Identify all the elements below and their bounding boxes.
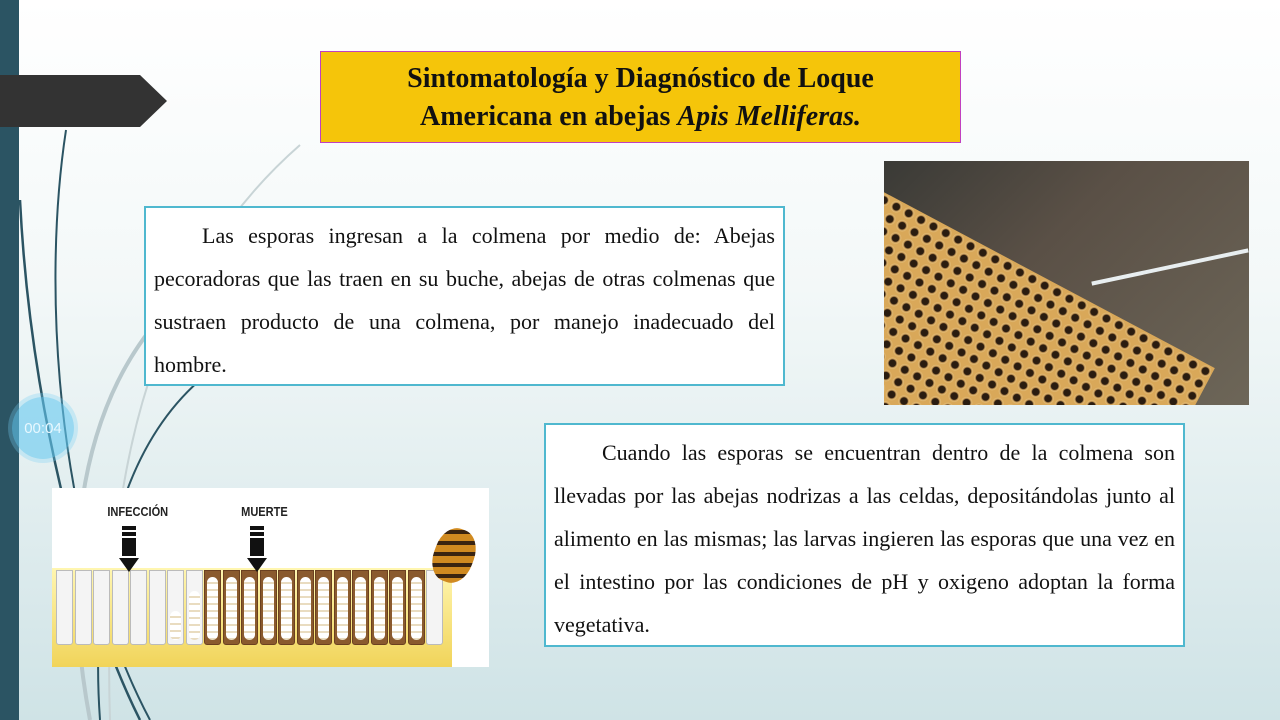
comb-cell <box>278 570 295 645</box>
comb-cell <box>75 570 92 645</box>
comb-cell <box>93 570 110 645</box>
title-plain: Americana en abejas <box>420 101 678 132</box>
timer-badge: 00:04 <box>12 397 74 459</box>
comb-cell <box>130 570 147 645</box>
comb-cell <box>315 570 332 645</box>
comb-cell <box>223 570 240 645</box>
honeycomb-photo <box>884 161 1249 405</box>
comb-cell <box>56 570 73 645</box>
comb-cell <box>149 570 166 645</box>
infection-label: INFECCIÓN <box>107 504 169 519</box>
paragraph-2: Cuando las esporas se encuentran dentro de la colmena son llevadas por las abejas nodrizas a las celdas, depositándolas junto al alimento en las mismas; las larvas ingieren las esporas que una vez en el intestino por las condiciones de pH y oxigeno adoptan la forma vegetativa. <box>554 440 1175 637</box>
paragraph-1: Las esporas ingresan a la colmena por medio de: Abejas pecoradoras que las traen en su buche, abejas de otras colmenas que sustraen producto de una colmena, por manejo inadecuado del hombre. <box>154 223 775 377</box>
death-label: MUERTE <box>241 504 288 519</box>
comb-cell <box>112 570 129 645</box>
text-box-spores-entry <box>144 206 785 386</box>
comb-cell <box>408 570 425 645</box>
comb-cell <box>260 570 277 645</box>
death-arrow-icon <box>250 526 264 576</box>
decorative-arrow-banner <box>0 75 167 127</box>
larva-infection-diagram <box>52 488 489 667</box>
comb-cell <box>389 570 406 645</box>
text-box-spores-inside <box>544 423 1185 647</box>
title-italic: Apis Melliferas. <box>677 101 861 132</box>
comb-cell <box>297 570 314 645</box>
comb-cell <box>241 570 258 645</box>
infection-arrow-icon <box>122 526 136 576</box>
comb-cell <box>371 570 388 645</box>
comb-cell <box>204 570 221 645</box>
comb-cell <box>167 570 184 645</box>
comb-cell <box>352 570 369 645</box>
title-line-1: Sintomatología y Diagnóstico de Loque <box>407 63 874 94</box>
slide-title <box>320 51 961 143</box>
comb-cell <box>186 570 203 645</box>
title-line-2 <box>321 98 960 136</box>
comb-cell <box>426 570 443 645</box>
comb-cell <box>334 570 351 645</box>
